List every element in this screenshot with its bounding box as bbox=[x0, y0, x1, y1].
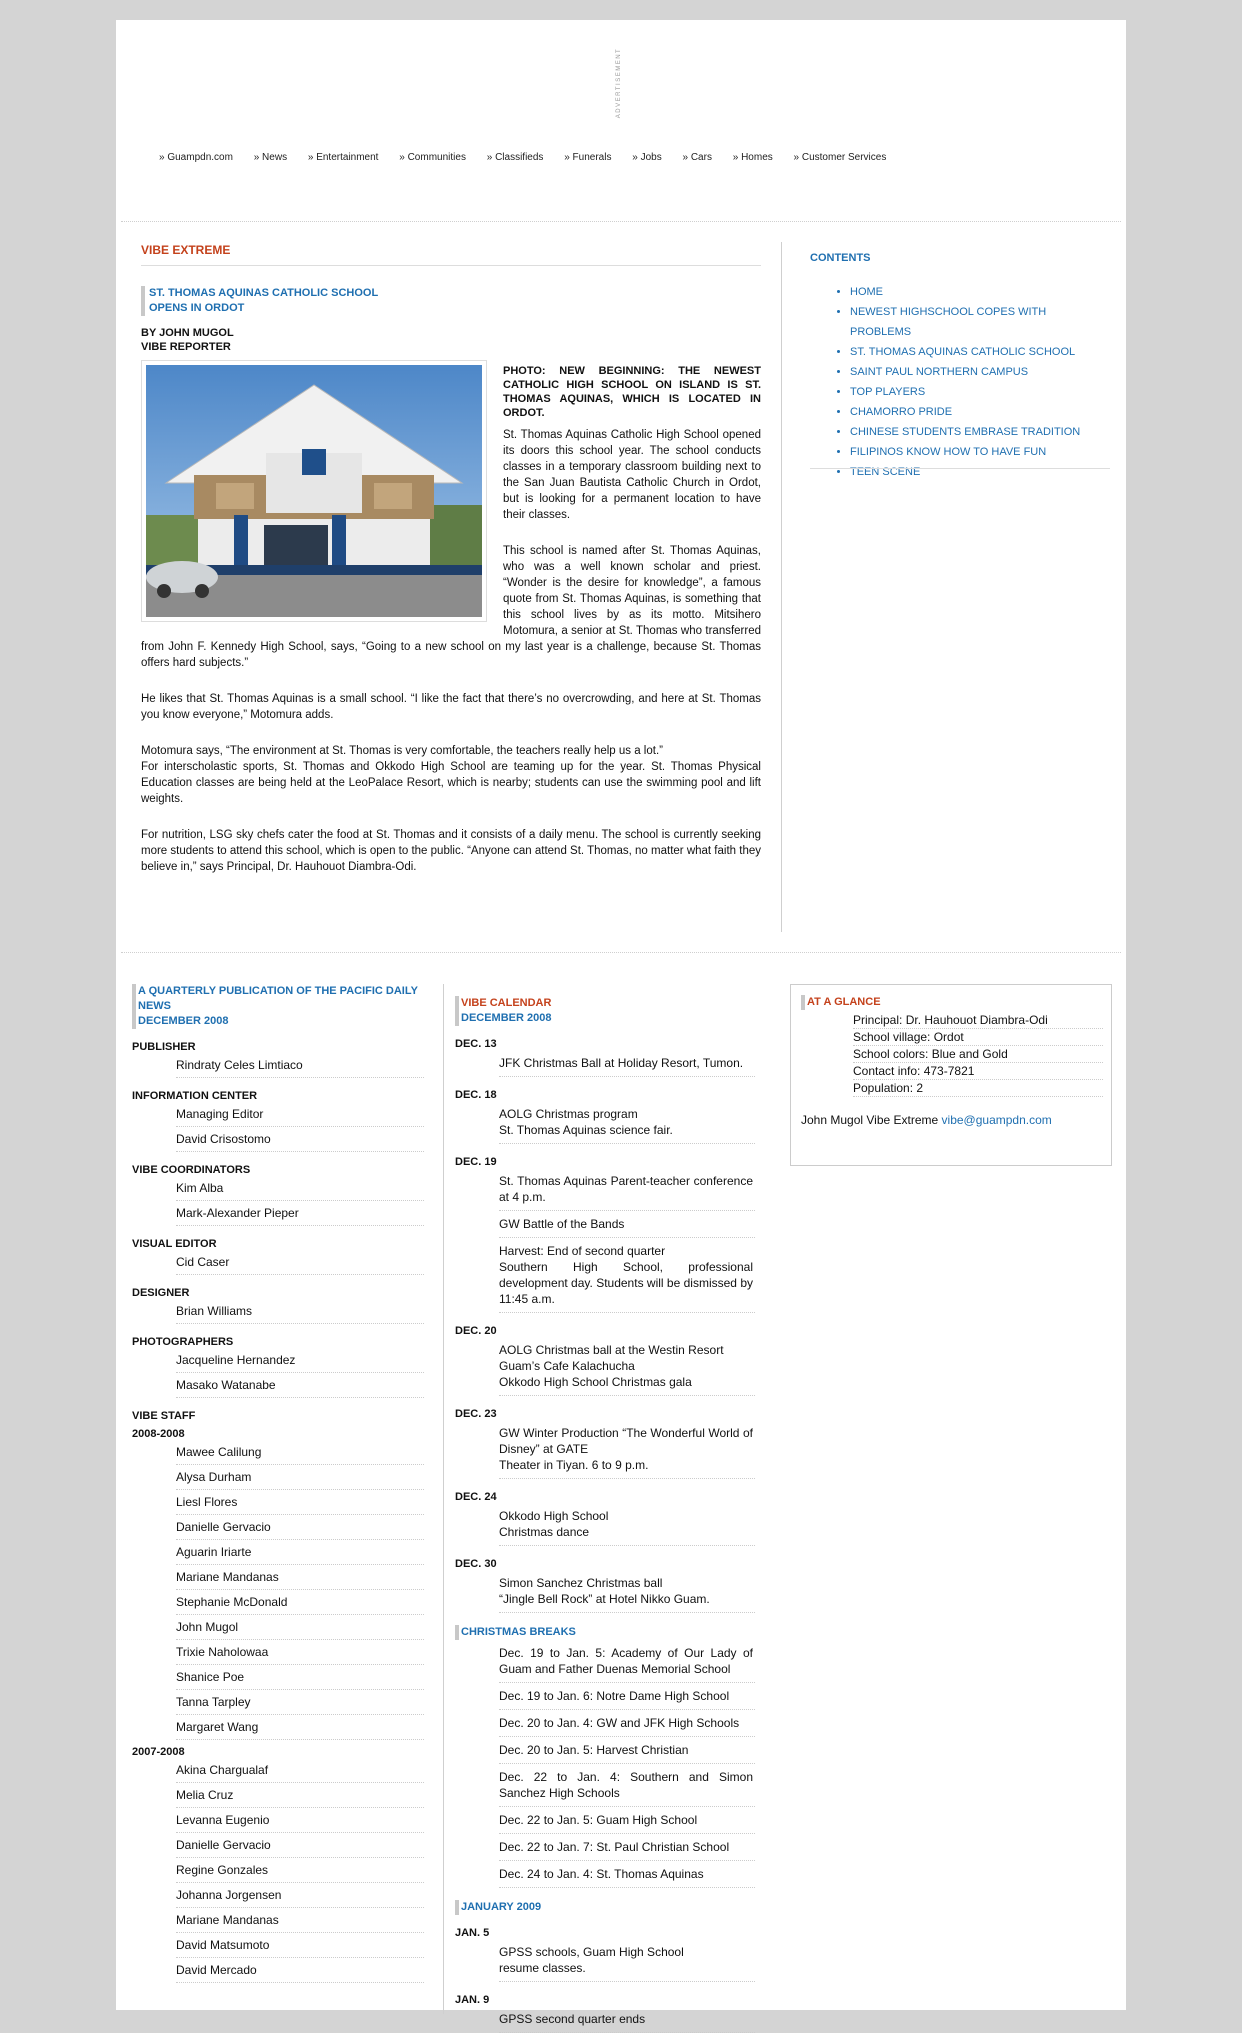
staff-name: Johanna Jorgensen bbox=[176, 1883, 424, 1908]
staff-name: Trixie Naholowaa bbox=[176, 1640, 424, 1665]
break-item: Dec. 22 to Jan. 7: St. Paul Christian School bbox=[499, 1834, 755, 1861]
staff-name: Mariane Mandanas bbox=[176, 1908, 424, 1933]
calendar-day-label: DEC. 20 bbox=[455, 1325, 497, 1337]
page bbox=[116, 20, 1126, 2026]
break-item: Dec. 22 to Jan. 4: Southern and Simon Sanchez High Schools bbox=[499, 1764, 755, 1807]
section-title: VIBE EXTREME bbox=[141, 242, 761, 266]
staff-name: Akina Chargualaf bbox=[176, 1758, 424, 1783]
calendar-event: St. Thomas Aquinas Parent-teacher conference at 4 p.m. bbox=[499, 1168, 755, 1211]
contents-link[interactable]: TOP PLAYERS bbox=[850, 386, 926, 398]
staff-name: Danielle Gervacio bbox=[176, 1515, 424, 1540]
staff-name: Danielle Gervacio bbox=[176, 1833, 424, 1858]
calendar-event: Simon Sanchez Christmas ball “Jingle Bell Rock” at Hotel Nikko Guam. bbox=[499, 1570, 755, 1613]
article-paragraph: For nutrition, LSG sky chefs cater the food at St. Thomas and it consists of a daily menu. The school is currently seeking more students to attend this school, which is open to the public. “Anyone can attend St. Thomas, no matter what faith they believe in,” says Principal, Dr. Hauhouot Diambra-Odi. bbox=[141, 829, 761, 873]
staff-name: Mawee Calilung bbox=[176, 1440, 424, 1465]
break-item: Dec. 22 to Jan. 5: Guam High School bbox=[499, 1807, 755, 1834]
calendar-event: JFK Christmas Ball at Holiday Resort, Tumon. bbox=[499, 1050, 755, 1077]
breaks-list bbox=[455, 1640, 755, 1888]
article-paragraph: He likes that St. Thomas Aquinas is a small school. “I like the fact that there’s no overcrowding, and here at St. Thomas you know everyone,” Motomura adds. bbox=[141, 693, 761, 721]
contents-item bbox=[850, 282, 1110, 302]
staff-name: Liesl Flores bbox=[176, 1490, 424, 1515]
contents-link[interactable]: NEWEST HIGHSCHOOL COPES WITH PROBLEMS bbox=[850, 306, 1047, 338]
staff-name: John Mugol bbox=[176, 1615, 424, 1640]
staff-name: Margaret Wang bbox=[176, 1715, 424, 1740]
staff-name: Mark-Alexander Pieper bbox=[176, 1201, 424, 1226]
contents-item bbox=[850, 362, 1110, 382]
calendar-event: GPSS second quarter ends bbox=[499, 2006, 755, 2033]
school-photo bbox=[141, 360, 487, 622]
glance-item: Contact info: 473-7821 bbox=[853, 1063, 1103, 1080]
staff-name: Rindraty Celes Limtiaco bbox=[176, 1053, 424, 1078]
role-label: VISUAL EDITOR bbox=[132, 1238, 217, 1250]
column-divider bbox=[781, 242, 782, 932]
contents-divider bbox=[810, 468, 1110, 469]
contents-link[interactable]: CHAMORRO PRIDE bbox=[850, 406, 953, 418]
role-label: INFORMATION CENTER bbox=[132, 1090, 258, 1102]
breaks-title: CHRISTMAS BREAKS bbox=[455, 1625, 755, 1640]
january-title: JANUARY 2009 bbox=[455, 1900, 755, 1915]
staff-name: Shanice Poe bbox=[176, 1665, 424, 1690]
contents-link[interactable]: FILIPINOS KNOW HOW TO HAVE FUN bbox=[850, 446, 1047, 458]
calendar-event: GW Battle of the Bands bbox=[499, 1211, 755, 1238]
contents-list bbox=[810, 282, 1110, 482]
role-label: PHOTOGRAPHERS bbox=[132, 1336, 234, 1348]
article-paragraph: For interscholastic sports, St. Thomas and Okkodo High School are teaming up for the year. St. Thomas Physical Education classes are being held at the LeoPalace Resort, which is nearby; students can use the swimming pool and lift weights. bbox=[141, 761, 761, 805]
contents-item bbox=[850, 402, 1110, 422]
staff-name: Tanna Tarpley bbox=[176, 1690, 424, 1715]
break-item: Dec. 19 to Jan. 6: Notre Dame High School bbox=[499, 1683, 755, 1710]
nav-funerals[interactable]: » Funerals bbox=[564, 152, 612, 163]
staff-name: David Matsumoto bbox=[176, 1933, 424, 1958]
staff-name: Alysa Durham bbox=[176, 1465, 424, 1490]
year-label: 2008-2008 bbox=[132, 1428, 185, 1440]
at-a-glance-box bbox=[790, 984, 1112, 1166]
contents-item bbox=[850, 462, 1110, 482]
staff-name: Masako Watanabe bbox=[176, 1373, 424, 1398]
calendar-day-label: DEC. 18 bbox=[455, 1089, 497, 1101]
calendar-day-label: JAN. 5 bbox=[455, 1927, 490, 1939]
calendar-day-label: DEC. 13 bbox=[455, 1038, 497, 1050]
contents-link[interactable]: SAINT PAUL NORTHERN CAMPUS bbox=[850, 366, 1029, 378]
email-link[interactable]: vibe@guampdn.com bbox=[941, 1113, 1052, 1127]
contents-link[interactable]: TEEN SCENE bbox=[850, 466, 921, 478]
staff-name: Kim Alba bbox=[176, 1176, 424, 1201]
nav-guampdn[interactable]: » Guampdn.com bbox=[159, 152, 233, 163]
role-label: DESIGNER bbox=[132, 1287, 190, 1299]
january-days bbox=[455, 1927, 755, 2033]
staff-name: Brian Williams bbox=[176, 1299, 424, 1324]
calendar-event: AOLG Christmas program St. Thomas Aquinas science fair. bbox=[499, 1101, 755, 1144]
contents-item bbox=[850, 422, 1110, 442]
contents-item bbox=[850, 382, 1110, 402]
role-label: PUBLISHER bbox=[132, 1041, 196, 1053]
glance-item: School colors: Blue and Gold bbox=[853, 1046, 1103, 1063]
nav-entertainment[interactable]: » Entertainment bbox=[307, 152, 379, 163]
calendar-day-label: DEC. 19 bbox=[455, 1156, 497, 1168]
staff-title: A QUARTERLY PUBLICATION OF THE PACIFIC DAILY NEWS DECEMBER 2008 bbox=[132, 984, 424, 1029]
article-paragraph: This school is named after St. Thomas Aquinas, who was a well known scholar and priest. “Wonder is the desire for knowledge”, a famous quote from St. Thomas Aquinas, is something that this school lives by as its motto. Mitsihero Motomura, a senior at St. Thomas who transferred from John F. Kennedy High School, says, “Going to a new school on my last year is a challenge, because St. Thomas offers hard subjects.” bbox=[141, 545, 761, 669]
staff-column bbox=[132, 984, 424, 1983]
break-item: Dec. 20 to Jan. 4: GW and JFK High Schools bbox=[499, 1710, 755, 1737]
contents-item bbox=[850, 442, 1110, 462]
calendar-day-label: JAN. 9 bbox=[455, 1994, 490, 2006]
staff-column-divider bbox=[443, 984, 444, 2014]
calendar-event: Harvest: End of second quarter Southern High School, professional development day. Students will be dismissed by 11:45 a.m. bbox=[499, 1238, 755, 1313]
staff-name: Aguarin Iriarte bbox=[176, 1540, 424, 1565]
footer-divider bbox=[121, 952, 1121, 953]
staff-name: Mariane Mandanas bbox=[176, 1565, 424, 1590]
staff-name: Melia Cruz bbox=[176, 1783, 424, 1808]
contents-item bbox=[850, 302, 1110, 342]
glance-footer: John Mugol Vibe Extreme vibe@guampdn.com bbox=[801, 1113, 1052, 1127]
contents-link[interactable]: CHINESE STUDENTS EMBRASE TRADITION bbox=[850, 426, 1081, 438]
calendar-days bbox=[455, 1038, 755, 1613]
calendar-event: Okkodo High School Christmas dance bbox=[499, 1503, 755, 1546]
article-paragraph: Motomura says, “The environment at St. Thomas is very comfortable, the teachers really help us a lot.” bbox=[141, 745, 663, 757]
year-label: 2007-2008 bbox=[132, 1746, 185, 1758]
nav-jobs[interactable]: » Jobs bbox=[632, 152, 662, 163]
photo-caption: PHOTO: NEW BEGINNING: THE NEWEST CATHOLIC HIGH SCHOOL ON ISLAND IS ST. THOMAS AQUINAS, WHICH IS LOCATED IN ORDOT. bbox=[503, 365, 761, 419]
article bbox=[141, 242, 761, 875]
glance-item: School village: Ordot bbox=[853, 1029, 1103, 1046]
glance-item: Principal: Dr. Hauhouot Diambra-Odi bbox=[853, 1012, 1103, 1029]
break-item: Dec. 24 to Jan. 4: St. Thomas Aquinas bbox=[499, 1861, 755, 1888]
staff-name: Stephanie McDonald bbox=[176, 1590, 424, 1615]
nav-news[interactable]: » News bbox=[253, 152, 288, 163]
nav-communities[interactable]: » Communities bbox=[399, 152, 466, 163]
staff-name: David Crisostomo bbox=[176, 1127, 424, 1152]
calendar-day-label: DEC. 30 bbox=[455, 1558, 497, 1570]
header-divider bbox=[121, 221, 1121, 222]
contents-item bbox=[850, 342, 1110, 362]
role-label: VIBE STAFF bbox=[132, 1410, 196, 1422]
break-item: Dec. 20 to Jan. 5: Harvest Christian bbox=[499, 1737, 755, 1764]
calendar-day-label: DEC. 23 bbox=[455, 1408, 497, 1420]
glance-title: AT A GLANCE bbox=[801, 995, 1111, 1010]
contents-panel bbox=[810, 252, 1110, 482]
article-paragraph: St. Thomas Aquinas Catholic High School opened its doors this school year. The school conducts classes in a temporary classroom building next to the San Juan Bautista Catholic Church in Ordot, but is looking for a permanent location to have their classes. bbox=[503, 429, 761, 521]
staff-name: Levanna Eugenio bbox=[176, 1808, 424, 1833]
staff-name: Cid Caser bbox=[176, 1250, 424, 1275]
byline: BY JOHN MUGOL VIBE REPORTER bbox=[141, 327, 234, 353]
calendar-event: AOLG Christmas ball at the Westin Resort Guam’s Cafe Kalachucha Okkodo High School Christmas gala bbox=[499, 1337, 755, 1396]
contents-link-home[interactable]: HOME bbox=[850, 286, 883, 298]
advertisement-label: ADVERTISEMENT bbox=[616, 47, 622, 119]
nav-homes[interactable]: » Homes bbox=[732, 152, 773, 163]
article-headline: ST. THOMAS AQUINAS CATHOLIC SCHOOL OPENS IN ORDOT bbox=[141, 286, 761, 316]
staff-name: Jacqueline Hernandez bbox=[176, 1348, 424, 1373]
break-item: Dec. 19 to Jan. 5: Academy of Our Lady of Guam and Father Duenas Memorial School bbox=[499, 1640, 755, 1683]
glance-item: Population: 2 bbox=[853, 1080, 1103, 1097]
calendar-day-label: DEC. 24 bbox=[455, 1491, 497, 1503]
calendar-event: GPSS schools, Guam High School resume classes. bbox=[499, 1939, 755, 1982]
nav-classifieds[interactable]: » Classifieds bbox=[486, 152, 544, 163]
calendar-event: GW Winter Production “The Wonderful World of Disney” at GATE Theater in Tiyan. 6 to 9 p.m. bbox=[499, 1420, 755, 1479]
contents-link[interactable]: ST. THOMAS AQUINAS CATHOLIC SCHOOL bbox=[850, 346, 1076, 358]
calendar-title: VIBE CALENDAR DECEMBER 2008 bbox=[455, 996, 755, 1026]
nav-cars[interactable]: » Cars bbox=[682, 152, 712, 163]
staff-name: Regine Gonzales bbox=[176, 1858, 424, 1883]
contents-title: CONTENTS bbox=[810, 252, 871, 264]
staff-name: Managing Editor bbox=[176, 1102, 424, 1127]
role-label: VIBE COORDINATORS bbox=[132, 1164, 251, 1176]
nav-customer-services[interactable]: » Customer Services bbox=[793, 152, 887, 163]
top-navigation bbox=[159, 152, 904, 163]
calendar-column bbox=[455, 996, 755, 2033]
staff-name: David Mercado bbox=[176, 1958, 424, 1983]
